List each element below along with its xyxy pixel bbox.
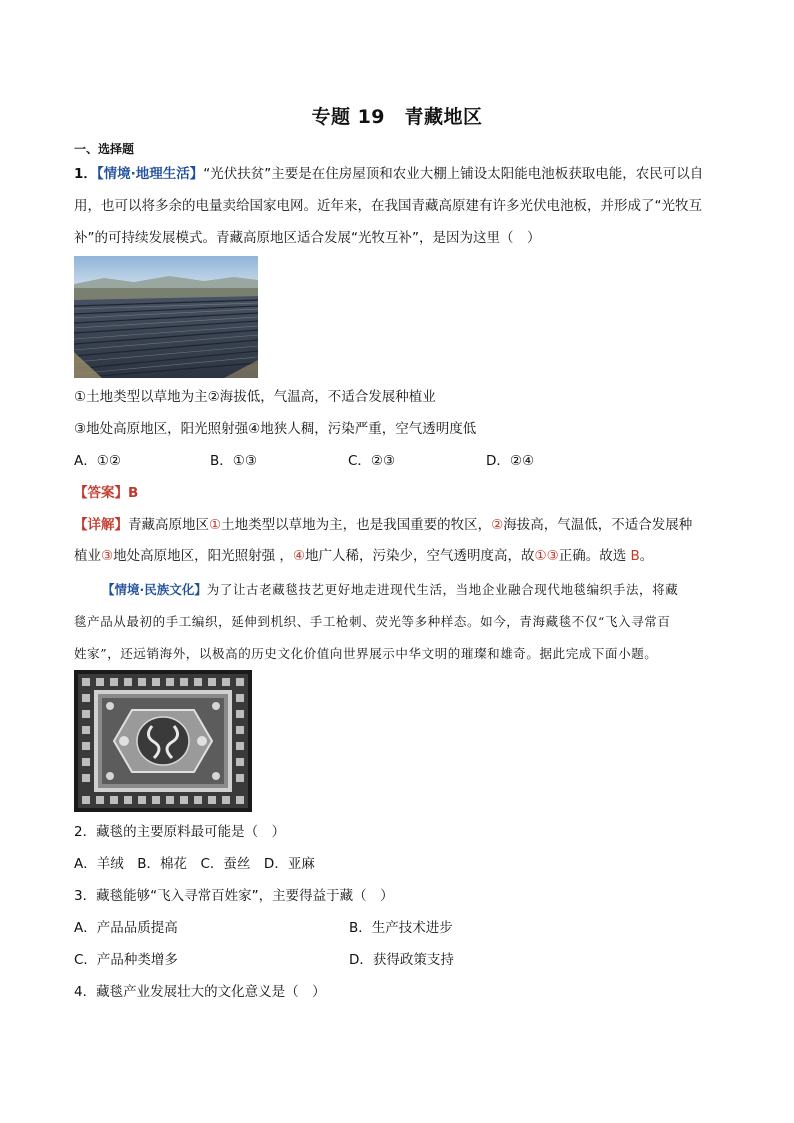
section-heading: 一、选择题 (74, 142, 135, 156)
q3-stem: 3．藏毯能够“飞入寻常百姓家”，主要得益于藏（ ） (74, 888, 394, 904)
q1-option-d: D．②④ (486, 453, 535, 469)
passage-line-3: 姓家”，还远销海外，以极高的历史文化价值向世界展示中华文明的璀璨和雄奇。据此完成下面小题。 (74, 646, 658, 661)
explain-marker: ③ (101, 548, 114, 564)
passage-line-2: 毯产品从最初的手工编织，延伸到机织、手工枪刺、荧光等多种样态。如今，青海藏毯不仅“飞入寻常百 (74, 614, 671, 629)
q4-stem: 4．藏毯产业发展壮大的文化意义是（ ） (74, 984, 326, 1000)
q1-option-c: C．②③ (348, 453, 396, 469)
explain-marker: ④ (292, 548, 306, 564)
page-title: 专题 19 青藏地区 (311, 106, 483, 128)
passage-line-1 (102, 580, 678, 600)
q3-option-d: D．获得政策支持 (349, 952, 454, 968)
q3-option-c: C．产品种类增多 (74, 952, 178, 968)
q1-line-2: 用，也可以将多余的电量卖给国家电网。近年来，在我国青藏高原建有许多光伏电池板，并形成了“光牧互 (74, 198, 702, 214)
carpet-illustration (74, 670, 252, 812)
answer-value: B (128, 485, 139, 501)
explain-text: 植业 (74, 548, 101, 564)
q2-stem: 2．藏毯的主要原料最可能是（ ） (74, 824, 286, 840)
q1-answer (74, 483, 138, 503)
q1-line-1 (74, 164, 703, 184)
explain-text: 地处高原地区，阳光照射强 ， (113, 548, 293, 564)
q1-number: 1． (74, 166, 97, 182)
q1-option-b: B．①③ (210, 453, 257, 469)
explain-marker: ① (534, 548, 547, 564)
explain-text: 海拔高，气温低，不适合发展种 (503, 517, 693, 533)
q1-explain-line-2 (74, 546, 653, 566)
explain-marker: ② (491, 517, 504, 533)
solar-panel-photo (74, 256, 258, 378)
q1-text-1: “光伏扶贫”主要是在住房屋顶和农业大棚上铺设太阳能电池板获取电能，农民可以自 (203, 166, 704, 182)
solar-panel-illustration (74, 256, 258, 378)
answer-label: 【答案】 (74, 485, 128, 501)
explain-marker: ① (209, 517, 222, 533)
explain-text: 。 (639, 548, 654, 564)
explain-text: 正确。故选 (558, 548, 631, 564)
tibetan-carpet-photo (74, 670, 252, 812)
passage-text: 为了让古老藏毯技艺更好地走进现代生活，当地企业融合现代地毯编织手法，将藏 (206, 582, 679, 597)
explain-answer: B (630, 548, 640, 564)
q3-option-a: A．产品品质提高 (74, 920, 178, 936)
q1-statement-2: ③地处高原地区，阳光照射强④地狭人稠，污染严重，空气透明度低 (74, 421, 477, 437)
q1-option-a: A．①② (74, 453, 121, 469)
explain-label: 【详解】 (74, 517, 128, 533)
q3-option-b: B．生产技术进步 (349, 920, 453, 936)
q1-explain-line-1 (74, 515, 692, 535)
explain-text: 土地类型以草地为主，也是我国重要的牧区， (221, 517, 492, 533)
q1-line-3: 补”的可持续发展模式。青藏高原地区适合发展“光牧互补”，是因为这里（ ） (74, 230, 541, 246)
explain-text: 地广人稀，污染少，空气透明度高，故 (305, 548, 535, 564)
q2-options: A．羊绒 B．棉花 C．蚕丝 D．亚麻 (74, 856, 315, 872)
explain-text: 青藏高原地区 (128, 517, 209, 533)
q1-statement-1: ①土地类型以草地为主②海拔低，气温高，不适合发展种植业 (74, 389, 436, 405)
explain-marker: ③ (546, 548, 559, 564)
q1-context-tag: 【情境·地理生活】 (96, 166, 204, 182)
passage-context-tag: 【情境·民族文化】 (102, 582, 207, 597)
